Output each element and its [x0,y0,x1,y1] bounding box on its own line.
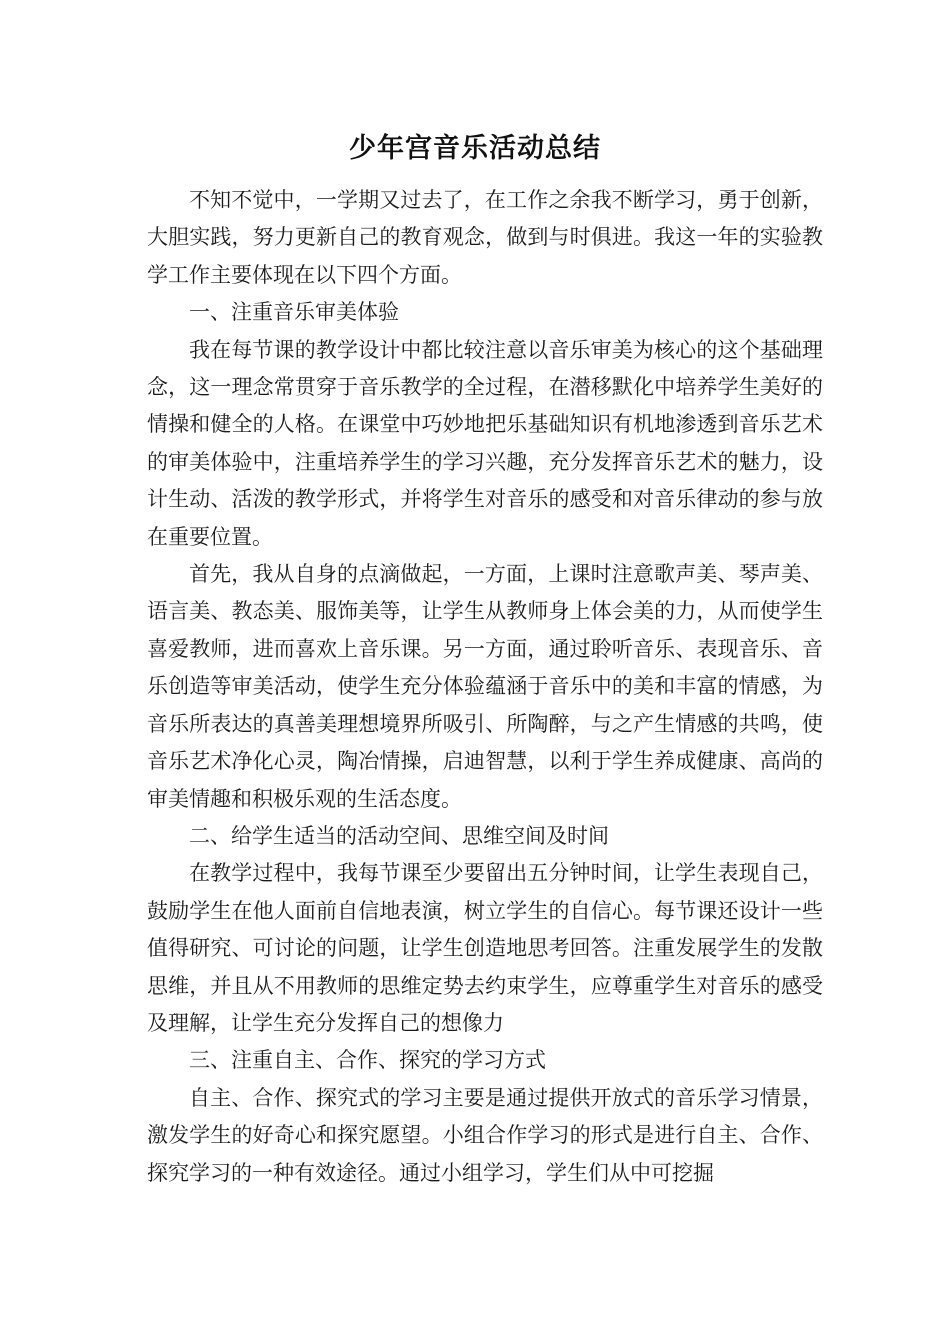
paragraph-section-1-detail: 首先，我从自身的点滴做起，一方面，上课时注意歌声美、琴声美、语言美、教态美、服饰美等，让学生从教师身上体会美的力，从而使学生喜爱教师，进而喜欢上音乐课。另一方面，通过聆听音乐、表现音乐、音乐创造等审美活动，使学生充分体验蕴涵于音乐中的美和丰富的情感，为音乐所表达的真善美理想境界所吸引、所陶醉，与之产生情感的共鸣，使音乐艺术净化心灵，陶冶情操，启迪智慧，以利于学生养成健康、高尚的审美情趣和积极乐观的生活态度。 [147,562,823,811]
paragraph-section-3: 自主、合作、探究式的学习主要是通过提供开放式的音乐学习情景，激发学生的好奇心和探究愿望。小组合作学习的形式是进行自主、合作、探究学习的一种有效途径。通过小组学习，学生们从中可挖掘 [147,1085,823,1185]
paragraph-section-1: 我在每节课的教学设计中都比较注意以音乐审美为核心的这个基础理念，这一理念常贯穿于音乐教学的全过程，在潜移默化中培养学生美好的情操和健全的人格。在课堂中巧妙地把乐基础知识有机地渗透到音乐艺术的审美体验中，注重培养学生的学习兴趣，充分发挥音乐艺术的魅力，设计生动、活泼的教学形式，并将学生对音乐的感受和对音乐律动的参与放在重要位置。 [147,337,823,549]
paragraph-section-2: 在教学过程中，我每节课至少要留出五分钟时间，让学生表现自己，鼓励学生在他人面前自信地表演，树立学生的自信心。每节课还设计一些值得研究、可讨论的问题，让学生创造地思考回答。注重发展学生的发散思维，并且从不用教师的思维定势去约束学生，应尊重学生对音乐的感受及理解，让学生充分发挥自己的想像力 [147,861,823,1035]
document-body [147,182,823,1192]
paragraph-intro: 不知不觉中，一学期又过去了，在工作之余我不断学习，勇于创新，大胆实践，努力更新自己的教育观念，做到与时俱进。我这一年的实验教学工作主要体现在以下四个方面。 [147,188,823,287]
section-heading-2: 二、给学生适当的活动空间、思维空间及时间 [189,823,609,848]
document-title: 少年宫音乐活动总结 [349,133,601,164]
section-heading-1: 一、注重音乐审美体验 [189,300,399,325]
section-heading-3: 三、注重自主、合作、探究的学习方式 [189,1048,546,1073]
